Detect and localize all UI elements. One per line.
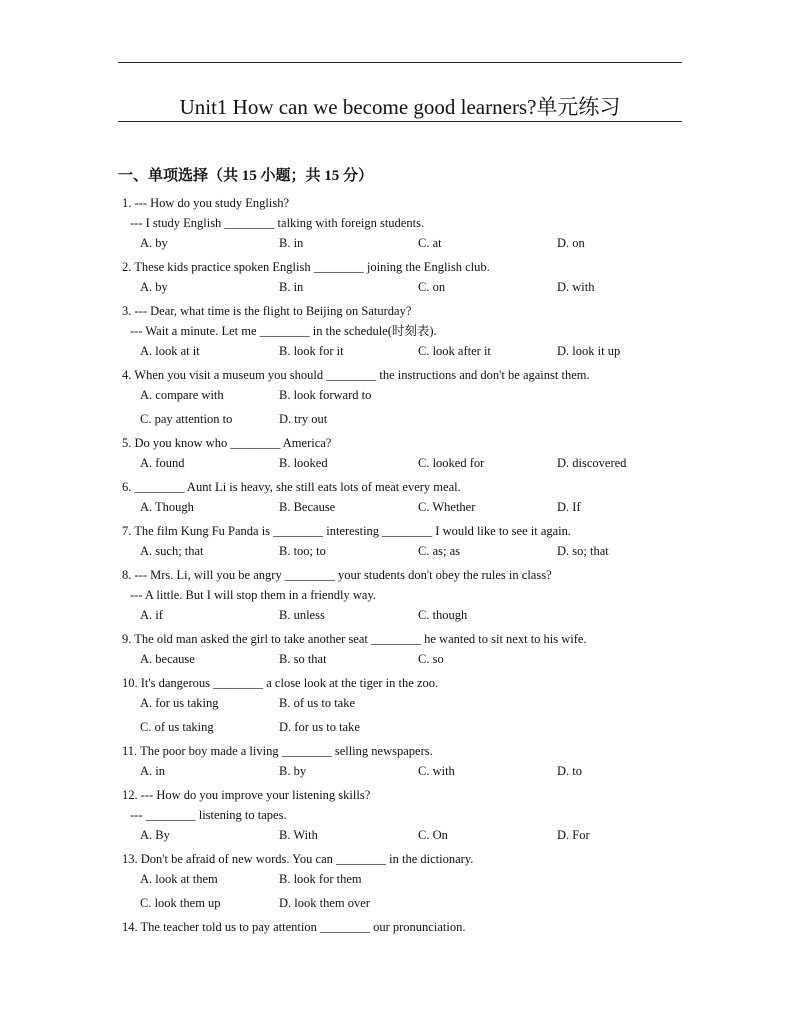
answer-option: B. look for it [279, 344, 344, 358]
question-number: 3. [122, 304, 132, 318]
question-number: 6. [122, 480, 132, 494]
answer-option: D. to [557, 764, 582, 778]
answer-option: D. with [557, 280, 595, 294]
answer-option: D. discovered [557, 456, 627, 470]
answer-option: C. of us taking [140, 720, 214, 734]
answer-option: C. with [418, 764, 455, 778]
question-item [118, 257, 698, 297]
answer-option: B. too; to [279, 544, 326, 558]
answer-option: D. so; that [557, 544, 609, 558]
answer-option: D. look it up [557, 344, 621, 358]
question-number: 1. [122, 196, 132, 210]
question-number: 13. [122, 852, 138, 866]
question-item [118, 673, 698, 737]
question-stem [118, 565, 698, 585]
question-stem [118, 193, 698, 213]
answer-option: B. look forward to [279, 388, 372, 402]
question-text: These kids practice spoken English ________ joining the English club. [131, 260, 490, 274]
question-text: The poor boy made a living ________ selling newspapers. [137, 744, 433, 758]
answer-option: B. looked [279, 456, 328, 470]
option-row [118, 893, 698, 913]
option-row [118, 453, 698, 473]
question-text: When you visit a museum you should ________ the instructions and don't be against them. [131, 368, 590, 382]
question-subline: --- ________ listening to tapes. [130, 808, 287, 822]
question-number: 11. [122, 744, 138, 758]
question-item [118, 741, 698, 781]
answer-option: A. compare with [140, 388, 224, 402]
option-row [118, 497, 698, 517]
answer-option: B. by [279, 764, 307, 778]
question-number: 8. [122, 568, 132, 582]
question-text: It's dangerous ________ a close look at the tiger in the zoo. [137, 676, 439, 690]
option-row [118, 341, 698, 361]
section-heading: 一、单项选择（共 15 小题；共 15 分） [118, 168, 374, 184]
answer-option: A. if [140, 608, 163, 622]
question-stem [118, 477, 698, 497]
question-item [118, 301, 698, 361]
answer-option: C. pay attention to [140, 412, 233, 426]
answer-option: C. look them up [140, 896, 221, 910]
answer-option: A. By [140, 828, 170, 842]
option-row [118, 605, 698, 625]
option-row [118, 825, 698, 845]
question-number: 2. [122, 260, 132, 274]
answer-option: A. look at it [140, 344, 200, 358]
option-row [118, 761, 698, 781]
option-row [118, 277, 698, 297]
answer-option: D. look them over [279, 896, 370, 910]
question-number: 7. [122, 524, 132, 538]
question-number: 14. [122, 920, 138, 934]
option-row [118, 649, 698, 669]
option-row [118, 693, 698, 713]
question-number: 5. [122, 436, 132, 450]
option-row [118, 541, 698, 561]
question-item [118, 433, 698, 473]
answer-option: B. With [279, 828, 318, 842]
question-item [118, 565, 698, 625]
answer-option: D. If [557, 500, 581, 514]
question-stem [118, 629, 698, 649]
question-text: --- How do you study English? [131, 196, 289, 210]
question-stem [118, 521, 698, 541]
question-item [118, 785, 698, 845]
header-rule [118, 62, 682, 63]
question-item [118, 365, 698, 429]
question-stem [118, 433, 698, 453]
question-list [118, 193, 698, 937]
answer-option: B. in [279, 280, 304, 294]
answer-option: B. in [279, 236, 304, 250]
question-number: 4. [122, 368, 132, 382]
answer-option: A. in [140, 764, 165, 778]
question-item [118, 477, 698, 517]
question-item [118, 917, 698, 937]
answer-option: B. look for them [279, 872, 362, 886]
question-text: --- Mrs. Li, will you be angry ________ your students don't obey the rules in class? [131, 568, 552, 582]
answer-option: A. because [140, 652, 195, 666]
question-subline: --- A little. But I will stop them in a friendly way. [130, 588, 377, 602]
answer-option: D. For [557, 828, 590, 842]
answer-option: A. by [140, 280, 168, 294]
answer-option: B. so that [279, 652, 327, 666]
page-title: Unit1 How can we become good learners?单元练习 [179, 95, 621, 119]
answer-option: D. try out [279, 412, 328, 426]
question-text: The teacher told us to pay attention ________ our pronunciation. [137, 920, 466, 934]
answer-option: B. of us to take [279, 696, 356, 710]
question-number: 12. [122, 788, 138, 802]
title-underline [118, 121, 682, 122]
answer-option: A. found [140, 456, 185, 470]
option-row [118, 233, 698, 253]
answer-option: D. on [557, 236, 585, 250]
question-stem [118, 673, 698, 693]
answer-option: C. look after it [418, 344, 491, 358]
answer-option: C. on [418, 280, 446, 294]
question-stem [118, 741, 698, 761]
question-stem [118, 849, 698, 869]
question-number: 10. [122, 676, 138, 690]
answer-option: A. by [140, 236, 168, 250]
question-text: --- Dear, what time is the flight to Beijing on Saturday? [131, 304, 412, 318]
question-text: ________ Aunt Li is heavy, she still eats lots of meat every meal. [131, 480, 461, 494]
question-text: --- How do you improve your listening skills? [137, 788, 371, 802]
question-text: Don't be afraid of new words. You can ________ in the dictionary. [137, 852, 474, 866]
answer-option: B. Because [279, 500, 336, 514]
answer-option: C. as; as [418, 544, 461, 558]
answer-option: C. looked for [418, 456, 485, 470]
question-subline: --- I study English ________ talking with foreign students. [130, 216, 425, 230]
answer-option: C. at [418, 236, 442, 250]
answer-option: D. for us to take [279, 720, 360, 734]
question-item [118, 849, 698, 913]
question-stem [118, 917, 698, 937]
option-row [118, 717, 698, 737]
question-stem [118, 785, 698, 805]
question-number: 9. [122, 632, 132, 646]
answer-option: C. so [418, 652, 444, 666]
question-text: The old man asked the girl to take another seat ________ he wanted to sit next to his wife. [131, 632, 587, 646]
question-stem [118, 301, 698, 321]
answer-option: C. On [418, 828, 448, 842]
question-item [118, 521, 698, 561]
question-stem [118, 365, 698, 385]
answer-option: B. unless [279, 608, 325, 622]
question-item [118, 629, 698, 669]
answer-option: A. such; that [140, 544, 204, 558]
answer-option: C. Whether [418, 500, 476, 514]
question-text: Do you know who ________ America? [131, 436, 332, 450]
option-row [118, 385, 698, 405]
question-text: The film Kung Fu Panda is ________ interesting ________ I would like to see it again. [131, 524, 572, 538]
option-row [118, 409, 698, 429]
question-subline: --- Wait a minute. Let me ________ in the schedule(时刻表). [130, 324, 437, 338]
question-item [118, 193, 698, 253]
answer-option: C. though [418, 608, 468, 622]
answer-option: A. for us taking [140, 696, 219, 710]
answer-option: A. Though [140, 500, 194, 514]
answer-option: A. look at them [140, 872, 218, 886]
option-row [118, 869, 698, 889]
question-stem [118, 257, 698, 277]
